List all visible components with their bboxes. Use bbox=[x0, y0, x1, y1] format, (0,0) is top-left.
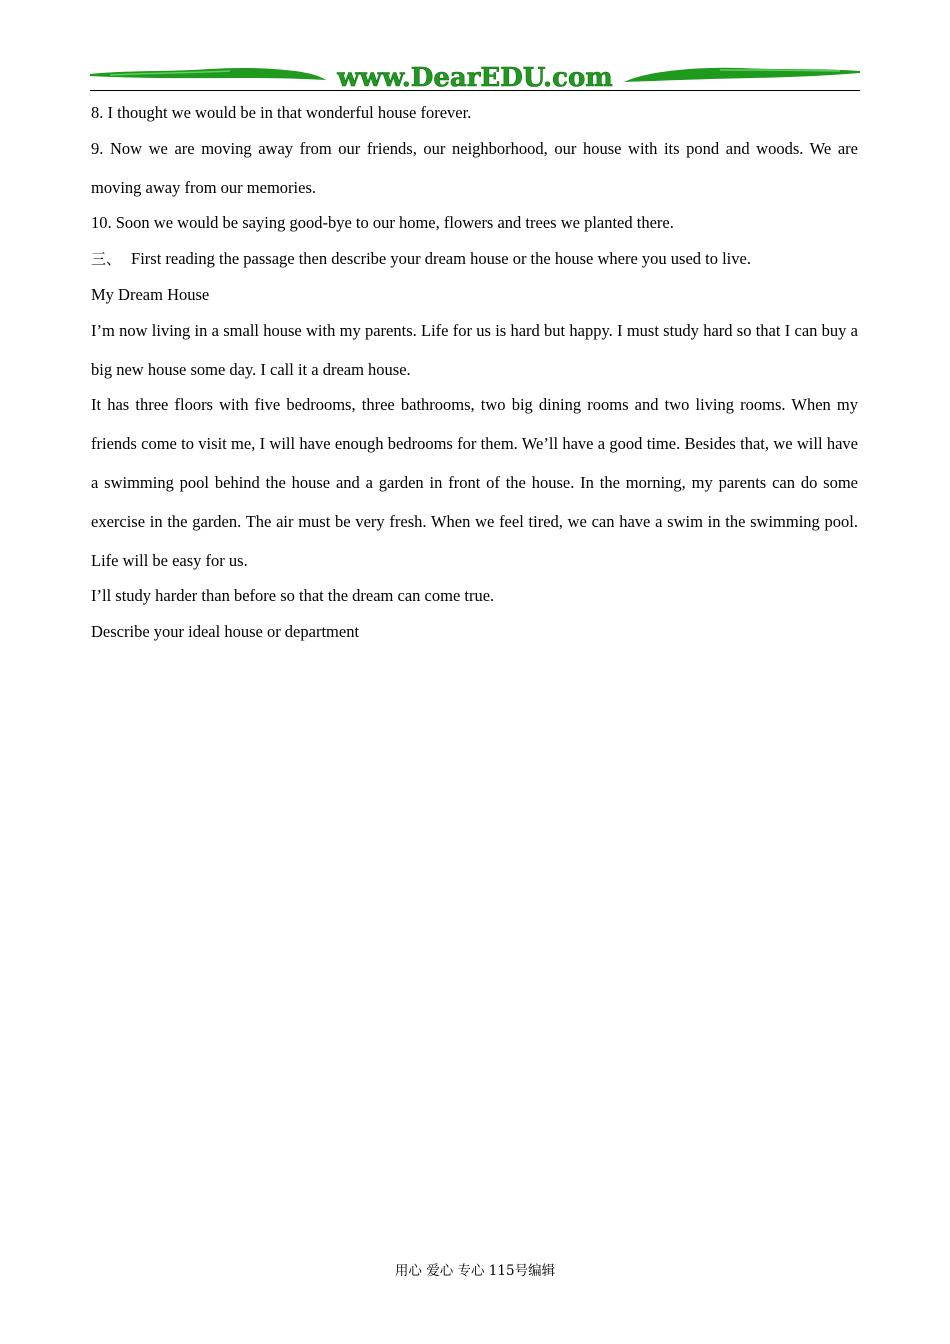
passage-paragraph: I’m now living in a small house with my parents. Life for us is hard but happy. I must study hard so that I can buy a big new house some day. I call it a dream house. bbox=[91, 321, 858, 379]
list-item: 9. Now we are moving away from our friends, our neighborhood, our house with its pond and woods. We are moving away from our memories. bbox=[91, 139, 858, 197]
section-number: 三、 bbox=[91, 250, 122, 268]
site-logo-banner bbox=[90, 62, 860, 92]
list-item: 10. Soon we would be saying good-bye to our home, flowers and trees we planted there. bbox=[91, 213, 674, 232]
passage-paragraph: It has three floors with five bedrooms, three bathrooms, two big dining rooms and two living rooms. When my friends come to visit me, I will have enough bedrooms for them. We’ll have a good time. Besides that, we will have a swimming pool behind the house and a garden in front of the house. In the morning, my parents can do some exercise in the garden. The air must be very fresh. When we feel tired, we can have a swim in the swimming pool. Life will be easy for us. bbox=[91, 395, 858, 570]
page-footer: 用心 爱心 专心 115号编辑 bbox=[394, 1263, 556, 1279]
list-item: 8. I thought we would be in that wonderful house forever. bbox=[91, 103, 472, 122]
site-header-banner bbox=[90, 62, 860, 92]
section-instruction: First reading the passage then describe your dream house or the house where you used to live. bbox=[131, 249, 751, 268]
passage-title: My Dream House bbox=[91, 285, 210, 304]
section-heading bbox=[91, 247, 858, 271]
writing-task: Describe your ideal house or department bbox=[91, 622, 360, 641]
site-name: www.DearEDU.com bbox=[337, 63, 613, 92]
document-body bbox=[91, 101, 858, 656]
header-rule bbox=[90, 90, 860, 91]
passage-paragraph: I’ll study harder than before so that the dream can come true. bbox=[91, 586, 495, 605]
